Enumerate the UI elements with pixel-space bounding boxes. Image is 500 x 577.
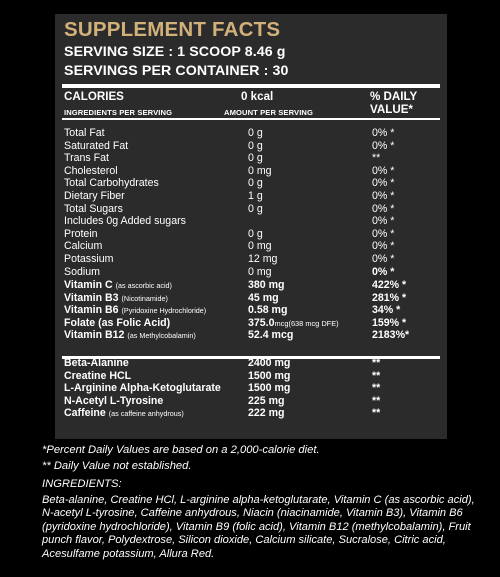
nutrient-amount-text: 12 mg bbox=[248, 253, 278, 265]
nutrient-amount-text: 1 g bbox=[248, 190, 263, 202]
blend-amount bbox=[248, 395, 285, 408]
ingredients-label: INGREDIENTS: bbox=[42, 478, 122, 490]
nutrient-name bbox=[64, 140, 128, 153]
vitamin-amount bbox=[248, 329, 293, 342]
nutrient-amount bbox=[248, 203, 263, 216]
blend-amount-text: 1500 mg bbox=[248, 369, 291, 382]
daily-value-heading-2: VALUE* bbox=[370, 102, 413, 116]
nutrient-name-text: Protein bbox=[64, 227, 98, 240]
nutrient-amount-text: 0 g bbox=[248, 227, 263, 240]
vitamin-daily-value: 159% * bbox=[372, 316, 407, 329]
nutrient-name bbox=[64, 190, 125, 203]
vitamin-amount bbox=[248, 317, 339, 331]
calories-label: CALORIES bbox=[64, 90, 124, 103]
blend-amount bbox=[248, 357, 290, 370]
nutrient-amount bbox=[248, 152, 263, 165]
nutrient-row bbox=[55, 165, 447, 178]
blend-name-text: Caffeine bbox=[64, 407, 106, 419]
nutrient-name bbox=[64, 215, 186, 228]
vitamin-daily-value: 281% * bbox=[372, 291, 407, 304]
vitamin-amount-text: 45 mg bbox=[248, 291, 279, 304]
blend-row bbox=[55, 395, 447, 408]
vitamin-row bbox=[55, 304, 447, 317]
nutrient-daily-value: ** bbox=[372, 152, 381, 165]
nutrient-amount-text: 0 g bbox=[248, 152, 263, 165]
nutrient-name-text: Includes 0g Added sugars bbox=[64, 215, 186, 228]
nutrient-row bbox=[55, 228, 447, 241]
serving-size: SERVING SIZE : 1 SCOOP 8.46 g bbox=[64, 44, 286, 60]
blend-amount bbox=[248, 382, 290, 395]
nutrient-row bbox=[55, 253, 447, 266]
nutrient-name bbox=[64, 165, 118, 178]
vitamin-name-text: Folate (as Folic Acid) bbox=[64, 316, 171, 329]
nutrient-row bbox=[55, 215, 447, 228]
nutrient-name-text: Total Fat bbox=[64, 127, 105, 139]
nutrient-row bbox=[55, 240, 447, 253]
calories-value: 0 kcal bbox=[241, 90, 274, 103]
vitamin-amount bbox=[248, 279, 285, 292]
vitamin-daily-value: 422% * bbox=[372, 279, 407, 291]
vitamin-name bbox=[64, 329, 196, 343]
nutrient-daily-value: 0% * bbox=[372, 139, 395, 152]
vitamin-row bbox=[55, 329, 447, 342]
vitamin-name-note: (as ascorbic acid) bbox=[115, 281, 172, 290]
nutrient-name bbox=[64, 177, 159, 190]
blend-name bbox=[64, 382, 221, 395]
nutrient-name-text: Dietary Fiber bbox=[64, 190, 125, 202]
blend-name-note: (as caffeine anhydrous) bbox=[108, 409, 184, 418]
blend-name-text: L-Arginine Alpha-Ketoglutarate bbox=[64, 382, 221, 394]
blend-amount-text: 2400 mg bbox=[248, 357, 291, 369]
vitamin-amount bbox=[248, 304, 287, 317]
nutrient-row bbox=[55, 140, 447, 153]
nutrient-name bbox=[64, 228, 98, 241]
blend-name bbox=[64, 395, 163, 408]
blend-amount-text: 225 mg bbox=[248, 394, 285, 407]
vitamin-name bbox=[64, 279, 172, 293]
vitamin-daily-value: 34% * bbox=[372, 304, 401, 317]
nutrient-amount bbox=[248, 228, 263, 241]
blend-row bbox=[55, 407, 447, 420]
vitamin-name-note: (Nicotinamide) bbox=[121, 293, 168, 303]
vitamin-amount-text: 52.4 mcg bbox=[248, 329, 294, 342]
nutrient-daily-value: 0% * bbox=[372, 253, 395, 265]
nutrient-row bbox=[55, 266, 447, 279]
blend-daily-value: ** bbox=[372, 357, 381, 369]
nutrient-amount bbox=[248, 140, 263, 153]
blend-daily-value: ** bbox=[372, 369, 381, 382]
vitamin-name bbox=[64, 317, 170, 330]
nutrient-amount bbox=[248, 190, 263, 203]
blend-amount-text: 1500 mg bbox=[248, 382, 291, 394]
nutrient-amount-text: 0 g bbox=[248, 139, 263, 152]
blend-name-text: Beta-Alanine bbox=[64, 357, 129, 369]
nutrient-row bbox=[55, 203, 447, 216]
amount-per-serving-heading: AMOUNT PER SERVING bbox=[224, 108, 313, 117]
nutrient-row bbox=[55, 152, 447, 165]
blend-row bbox=[55, 370, 447, 383]
blend-name bbox=[64, 407, 184, 421]
blend-amount bbox=[248, 370, 290, 383]
daily-value-heading-1: % DAILY bbox=[370, 90, 418, 103]
nutrient-row bbox=[55, 177, 447, 190]
panel-title: SUPPLEMENT FACTS bbox=[64, 18, 281, 41]
nutrient-amount-text: 0 g bbox=[248, 177, 263, 190]
vitamin-amount-note: mcg(638 mcg DFE) bbox=[274, 318, 339, 328]
vitamin-name-text: Vitamin C bbox=[64, 279, 113, 291]
blend-amount-text: 222 mg bbox=[248, 407, 285, 419]
nutrient-daily-value: 0% * bbox=[372, 265, 395, 278]
nutrient-amount-text: 0 mg bbox=[248, 240, 272, 253]
nutrient-daily-value: 0% * bbox=[372, 240, 395, 253]
nutrient-row bbox=[55, 190, 447, 203]
nutrient-daily-value: 0% * bbox=[372, 202, 395, 215]
nutrient-amount-text: 0 mg bbox=[248, 164, 272, 177]
nutrient-amount-text: 0 g bbox=[248, 202, 263, 215]
blend-name-text: Creatine HCL bbox=[64, 369, 132, 382]
nutrient-name bbox=[64, 152, 109, 165]
blend-name bbox=[64, 370, 131, 383]
footnote-not-established: ** Daily Value not established. bbox=[42, 460, 192, 472]
nutrient-name-text: Saturated Fat bbox=[64, 139, 129, 152]
nutrient-daily-value: 0% * bbox=[372, 177, 395, 190]
vitamin-name-note: (as Methylcobalamin) bbox=[127, 331, 196, 341]
blend-name bbox=[64, 357, 129, 370]
nutrient-amount bbox=[248, 127, 263, 140]
footnote-percent-dv: *Percent Daily Values are based on a 2,000-calorie diet. bbox=[42, 444, 320, 456]
nutrient-daily-value: 0% * bbox=[372, 215, 395, 228]
nutrient-name-text: Trans Fat bbox=[64, 152, 109, 165]
supplement-facts-panel bbox=[55, 14, 447, 439]
nutrient-name-text: Cholesterol bbox=[64, 164, 118, 177]
vitamin-name-text: Vitamin B12 bbox=[64, 329, 125, 342]
nutrient-daily-value: 0% * bbox=[372, 164, 395, 177]
vitamin-row bbox=[55, 279, 447, 292]
nutrient-amount bbox=[248, 266, 272, 279]
ingredients-per-serving-heading: INGREDIENTS PER SERVING bbox=[64, 108, 173, 117]
nutrient-name bbox=[64, 266, 100, 279]
blend-daily-value: ** bbox=[372, 382, 381, 394]
vitamin-amount-text: 0.58 mg bbox=[248, 304, 288, 317]
nutrient-name-text: Potassium bbox=[64, 253, 114, 265]
vitamin-amount-text: 375.0 bbox=[248, 316, 275, 329]
nutrient-amount bbox=[248, 165, 272, 178]
nutrient-amount bbox=[248, 177, 263, 190]
nutrient-name-text: Total Sugars bbox=[64, 202, 123, 215]
blend-daily-value: ** bbox=[372, 407, 381, 419]
vitamin-amount-text: 380 mg bbox=[248, 279, 285, 291]
blend-amount bbox=[248, 407, 285, 420]
nutrient-row bbox=[55, 127, 447, 140]
servings-per-container: SERVINGS PER CONTAINER : 30 bbox=[64, 63, 289, 79]
vitamin-name-note: (Pyridoxine Hydrochloride) bbox=[121, 306, 207, 316]
vitamin-amount bbox=[248, 292, 279, 305]
nutrient-daily-value: 0% * bbox=[372, 227, 395, 240]
nutrient-name bbox=[64, 253, 113, 266]
nutrient-name bbox=[64, 203, 123, 216]
thick-divider bbox=[62, 84, 440, 88]
header-divider bbox=[62, 118, 440, 120]
nutrient-name bbox=[64, 127, 105, 140]
vitamin-row bbox=[55, 292, 447, 305]
vitamin-name bbox=[64, 304, 206, 318]
nutrient-name-text: Calcium bbox=[64, 240, 103, 253]
nutrient-daily-value: 0% * bbox=[372, 127, 395, 139]
blend-row bbox=[55, 357, 447, 370]
blend-daily-value: ** bbox=[372, 394, 381, 407]
blend-name-text: N-Acetyl L-Tyrosine bbox=[64, 394, 164, 407]
nutrient-name-text: Total Carbohydrates bbox=[64, 177, 159, 190]
nutrient-name bbox=[64, 240, 102, 253]
vitamin-name bbox=[64, 292, 168, 306]
nutrient-name-text: Sodium bbox=[64, 265, 100, 278]
nutrient-amount-text: 0 g bbox=[248, 127, 263, 139]
nutrient-daily-value: 0% * bbox=[372, 190, 395, 202]
nutrient-amount-text: 0 mg bbox=[248, 265, 272, 278]
blend-row bbox=[55, 382, 447, 395]
nutrient-amount bbox=[248, 240, 272, 253]
ingredients-text: Beta-alanine, Creatine HCl, L-arginine alpha-ketoglutarate, Vitamin C (as ascorbic acid), N-acetyl L-tyrosine, Caffeine anhydrous, Niacin (niacinamide, Vitamin B3), Vitamin B6 (pyridoxine hydrochloride), Vitamin B9 (folic acid), Vitamin B12 (methylcobalamin), Fruit punch flavor, Polydextrose, Silicon dioxide, Calcium silicate, Sucralose, Citric acid, Acesulfame potassium, Allura Red. bbox=[42, 494, 475, 560]
nutrient-amount bbox=[248, 253, 277, 266]
vitamin-row bbox=[55, 317, 447, 330]
vitamin-name-text: Vitamin B3 bbox=[64, 291, 119, 304]
vitamin-daily-value: 2183%* bbox=[372, 329, 410, 342]
vitamin-name-text: Vitamin B6 bbox=[64, 304, 119, 317]
